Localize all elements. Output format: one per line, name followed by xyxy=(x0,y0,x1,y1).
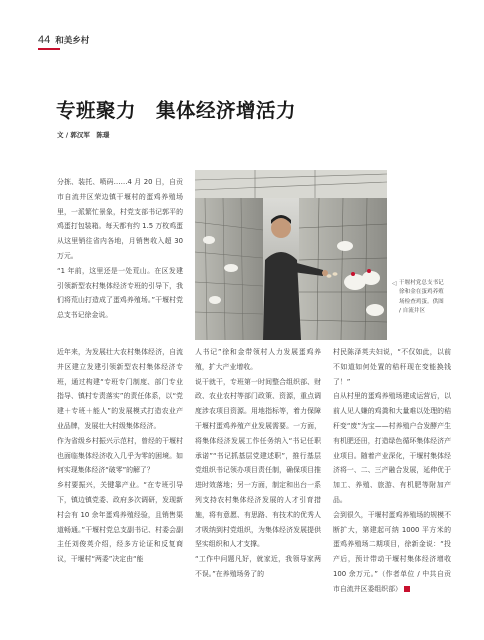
article-column-1 xyxy=(57,345,183,567)
paragraph: 近年来，为发展壮大农村集体经济，自流井区建立发建引领新型农村集体经济专班，通过构建“专班专门制度、部门专业指导、镇村专责落实”的责任体系，以“党建＋专班＋能人”的发展模式打造农业产业品牌，发展壮大村级集体经济。 xyxy=(57,348,183,430)
article-photo xyxy=(195,170,387,340)
end-mark-icon xyxy=(404,586,410,592)
article-column-3 xyxy=(333,345,451,597)
section-name: 和美乡村 xyxy=(55,36,90,46)
page-number: 44 xyxy=(38,34,51,46)
article-column-1-top xyxy=(57,175,183,323)
article-title: 专班聚力 集体经济增活力 xyxy=(56,99,297,122)
photo-caption: 干堰村党总支书记徐和金在蛋鸡养殖场检查鸡蛋。供图 / 自流井区 xyxy=(399,280,444,315)
article-column-2 xyxy=(195,345,321,582)
header-accent-rule xyxy=(38,48,60,50)
paragraph: 村民陈泽英夫妇说，“不仅如此，以前不如道如何处置的秸秆现在变能换钱了！” xyxy=(333,348,451,386)
paragraph: “1 年前，这里还是一处荒山。在区发建引领新型农村集体经济专班的引导下，我们将荒山打造成了蛋鸡养殖场。”干堰村党总支书记徐金说。 xyxy=(57,266,183,320)
paragraph: 分拣、装托、喷码……4 月 20 日，自贡市自流井区荣边镇干堰村的蛋鸡养殖场里，一派繁忙景象，村党支部书记郭平的鸡蛋打包装箱。每天都有约 1.5 万枚鸡蛋从这里销往省内各地，月销售收入超 30 万元。 xyxy=(57,178,183,260)
paragraph-final xyxy=(333,508,451,597)
page-header xyxy=(38,34,89,46)
paragraph: 自从村里的蛋鸡养殖场建成运营后，以前人见人嫌的鸡粪和大量难以处理的秸秆变“废”为宝——村养殖户合发酵产生有机肥还田，打造绿色循环集体经济产业项目。随着产业深化，干堰村集体经济将一、二、三产融合发展，延伸优于加工、养殖、旅游、有机肥等附加产品。 xyxy=(333,392,451,504)
caption-pointer-icon: ◁ xyxy=(392,280,397,287)
paragraph: 说干就干，专班第一时间整合组织部、财政、农业农村等部门政策、资源，重点调度涉农项目资源。用地指标等，着力保障干堰村蛋鸡养殖产业发展需要。一方面，将集体经济发展工作任务纳入“书记任职承诺”“书记抓基层党建述职”，推行基层党组织书记领办项目责任制，确保项目推进时效落地；另一方面，制定和出台一系列支持农村集体经济发展的人才引育措施，将有意愿、有思路、有技术的优秀人才吸纳到村党组织，为集体经济发展提供坚实组织和人才支撑。 xyxy=(195,377,321,549)
paragraph: 作为省级乡村振兴示范村，曾经的干堰村也面临集体经济收入几乎为零的困境。如何实现集体经济“破零”的解了？ xyxy=(57,436,183,475)
paragraph-text: 会到很久，干堰村蛋鸡养殖场的规模不断扩大，第建起可纳 1000 平方米的蛋鸡养殖场二期项目，徐新金说：“投产后，预计带动干堰村集体经济增收 100 余万元。”（作者单位 / 中共自贡市自流井区委组织部） xyxy=(333,510,451,593)
paragraph: 人书记”徐和金带领村人力发展蛋鸡养殖，扩大产业增收。 xyxy=(195,348,321,371)
paragraph: “工作中问题凡好，就家近，我领导家两不误。”在养殖场务了的 xyxy=(195,555,321,578)
article-byline: 文 / 郭汉军 陈璟 xyxy=(57,131,110,139)
paragraph: 乡村要振兴，关键靠产业。“在专班引导下，镇边镇党委、政府多次调研，发现新村会有 10 余年蛋鸡养殖经验，且销售渠道畅通。”干堰村党总支副书记、村委会副主任刘俊英介绍，经多方论证和反复商议，干堰村“两委”决定由“能 xyxy=(57,481,183,564)
